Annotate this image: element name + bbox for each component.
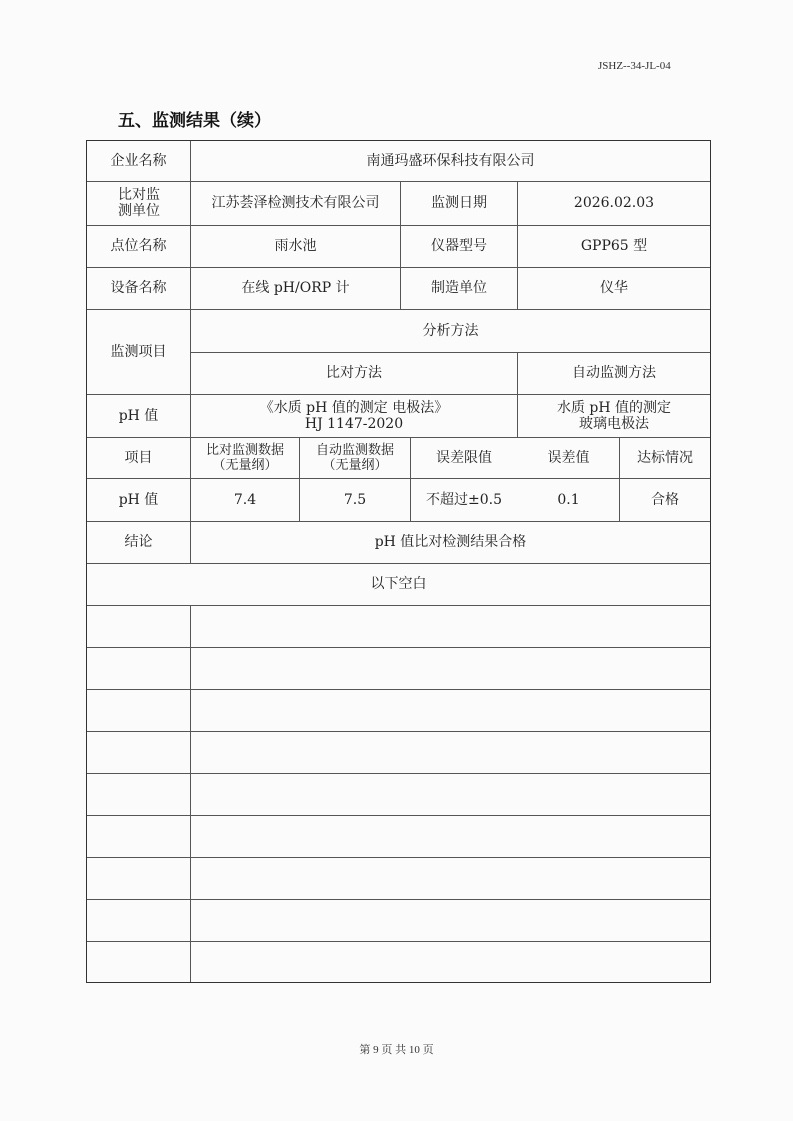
maker-label: 制造单位 <box>431 280 487 296</box>
row-auto-value: 7.5 <box>343 491 367 508</box>
col-auto-data: 自动监测数据（无量纲） <box>315 442 394 473</box>
col-limit: 误差限值 <box>436 449 492 466</box>
auto-method-standard: 水质 pH 值的测定 <box>556 399 672 416</box>
blank-note: 以下空白 <box>370 576 427 592</box>
comparison-unit-value: 江苏荟泽检测技术有限公司 <box>211 195 380 211</box>
compare-method-label: 比对方法 <box>326 365 382 381</box>
row-error: 0.1 <box>557 491 580 508</box>
auto-method-name: 玻璃电极法 <box>579 415 649 432</box>
document-code: JSHZ--34-JL-04 <box>598 60 671 72</box>
date-label: 监测日期 <box>431 195 487 211</box>
row-status: 合格 <box>651 491 679 508</box>
conclusion-label: 结论 <box>124 534 153 550</box>
section-title: 五、监测结果（续） <box>118 111 271 131</box>
page-number: 第 9 页 共 10 页 <box>359 1044 434 1056</box>
comparison-unit-label: 比对监测单位 <box>118 187 160 219</box>
monitoring-result-table <box>86 140 711 983</box>
col-item: 项目 <box>124 449 153 466</box>
enterprise-label: 企业名称 <box>110 153 167 169</box>
point-value: 雨水池 <box>274 238 317 254</box>
conclusion-value: pH 值比对检测结果合格 <box>374 534 527 550</box>
point-label: 点位名称 <box>110 238 167 254</box>
model-label: 仪器型号 <box>431 238 487 254</box>
col-error: 误差值 <box>547 449 590 466</box>
device-label: 设备名称 <box>110 280 167 296</box>
compare-method-standard: 《水质 pH 值的测定 电极法》 <box>259 399 449 416</box>
col-status: 达标情况 <box>637 449 693 466</box>
row-compare-value: 7.4 <box>233 491 257 508</box>
ph-label: pH 值 <box>118 407 159 424</box>
item-label: 监测项目 <box>110 343 167 360</box>
compare-method-code: HJ 1147-2020 <box>304 415 404 432</box>
model-value: GPP65 型 <box>580 238 648 254</box>
col-compare-data: 比对监测数据（无量纲） <box>205 442 284 473</box>
enterprise-value: 南通玛盛环保科技有限公司 <box>366 153 535 169</box>
row-limit: 不超过±0.5 <box>426 491 502 508</box>
auto-method-label: 自动监测方法 <box>572 365 656 381</box>
device-value: 在线 pH/ORP 计 <box>241 280 350 296</box>
row-item: pH 值 <box>118 491 159 508</box>
date-value: 2026.02.03 <box>573 195 655 211</box>
analysis-method-label: 分析方法 <box>422 322 479 339</box>
maker-value: 仪华 <box>600 280 628 296</box>
